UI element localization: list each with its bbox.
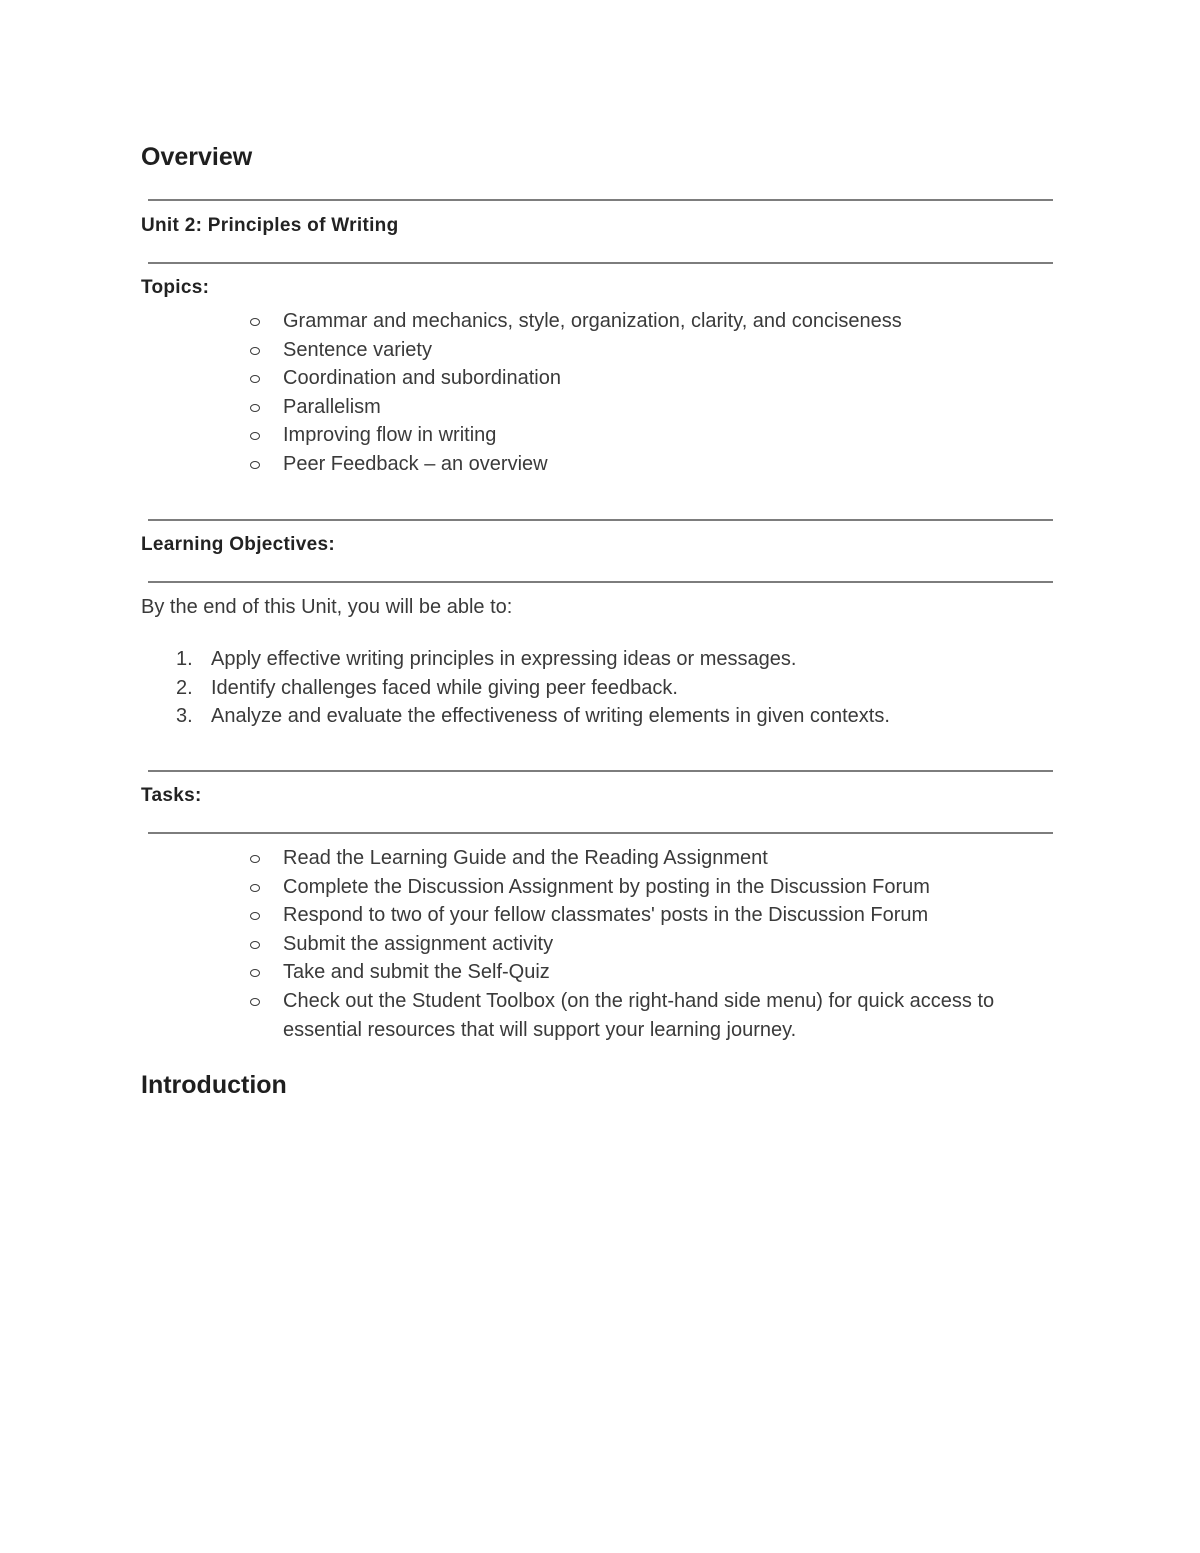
list-item	[0, 930, 994, 959]
list-item	[0, 958, 994, 987]
list-item-text: Identify challenges faced while giving peer feedback.	[211, 676, 678, 699]
list-item	[0, 450, 902, 479]
list-item-text: Read the Learning Guide and the Reading Assignment	[283, 847, 768, 869]
divider	[148, 581, 1053, 583]
list-item-text: Parallelism	[283, 395, 381, 418]
list-item	[0, 987, 994, 1044]
list-item	[0, 336, 902, 365]
hollow-bullet-icon	[250, 855, 260, 863]
list-item-text: Check out the Student Toolbox (on the right-hand side menu) for quick access to	[283, 989, 995, 1012]
objectives-label: Learning Objectives:	[141, 534, 335, 555]
tasks-label: Tasks:	[141, 785, 202, 806]
list-item-text-continued: essential resources that will support your learning journey.	[283, 1018, 797, 1041]
hollow-bullet-icon	[250, 941, 260, 949]
list-item-text: Sentence variety	[283, 338, 432, 361]
list-item-text: Improving flow in writing	[283, 424, 497, 447]
list-item	[0, 901, 994, 930]
divider	[148, 262, 1053, 264]
hollow-bullet-icon	[250, 969, 260, 977]
list-item-text: Respond to two of your fellow classmates' posts in the Discussion Forum	[283, 904, 929, 927]
list-item	[0, 873, 994, 902]
topics-list	[0, 307, 902, 479]
hollow-bullet-icon	[250, 375, 260, 383]
list-item-text: Submit the assignment activity	[283, 932, 554, 955]
overview-heading: Overview	[141, 143, 253, 171]
hollow-bullet-icon	[250, 912, 260, 920]
list-item-text: Grammar and mechanics, style, organization, clarity, and conciseness	[283, 310, 902, 332]
divider	[148, 770, 1053, 772]
list-item	[0, 645, 890, 674]
divider	[148, 199, 1053, 201]
list-item	[0, 844, 994, 873]
topics-label: Topics:	[141, 277, 210, 298]
list-item-text: Take and submit the Self-Quiz	[283, 961, 550, 984]
introduction-heading: Introduction	[141, 1071, 287, 1099]
hollow-bullet-icon	[250, 404, 260, 412]
hollow-bullet-icon	[250, 461, 260, 469]
divider	[148, 832, 1053, 834]
objectives-intro: By the end of this Unit, you will be able to:	[141, 596, 513, 618]
unit-title: Unit 2: Principles of Writing	[141, 215, 399, 236]
list-item-text: Analyze and evaluate the effectiveness of writing elements in given contexts.	[211, 705, 890, 727]
list-item	[0, 674, 890, 703]
list-number: 1.	[176, 648, 193, 670]
list-item-text: Coordination and subordination	[283, 367, 561, 390]
tasks-list	[0, 844, 994, 1044]
list-item-text: Complete the Discussion Assignment by posting in the Discussion Forum	[283, 875, 930, 898]
list-number: 2.	[176, 676, 193, 699]
list-number: 3.	[176, 705, 193, 727]
hollow-bullet-icon	[250, 884, 260, 892]
list-item	[0, 393, 902, 422]
list-item-text: Apply effective writing principles in expressing ideas or messages.	[211, 648, 797, 670]
list-item	[0, 307, 902, 336]
list-item	[0, 702, 890, 731]
hollow-bullet-icon	[250, 432, 260, 440]
list-item	[0, 421, 902, 450]
objectives-list	[0, 645, 890, 731]
list-item	[0, 364, 902, 393]
hollow-bullet-icon	[250, 347, 260, 355]
hollow-bullet-icon	[250, 998, 260, 1006]
list-item-text: Peer Feedback – an overview	[283, 452, 548, 475]
hollow-bullet-icon	[250, 318, 260, 326]
divider	[148, 519, 1053, 521]
